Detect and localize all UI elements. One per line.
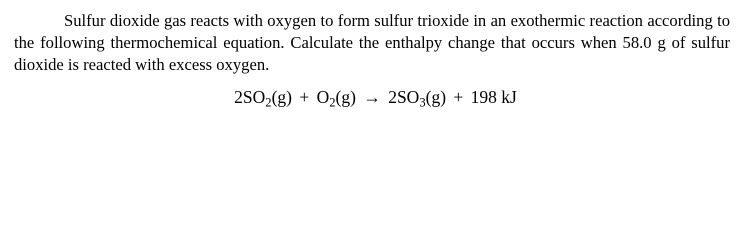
plus-sign: + xyxy=(299,87,310,107)
plus-sign: + xyxy=(453,87,464,107)
energy-term: 198 kJ xyxy=(470,87,517,107)
reactant-o2: $O_2(g)$ xyxy=(316,87,356,110)
reaction-arrow: → xyxy=(363,87,381,107)
product-so3: $2SO_3(g)$ xyxy=(388,87,447,110)
thermochemical-equation xyxy=(0,85,751,109)
reactant-so2: $2SO_2(g)$ xyxy=(234,87,292,110)
problem-statement: Sulfur dioxide gas reacts with oxygen to form sulfur trioxide in an exothermic reaction according to the following thermochemical equation. Calculate the enthalpy change that occurs when 58.0 g of sulfur dioxide is reacted with excess oxygen. xyxy=(14,11,730,74)
